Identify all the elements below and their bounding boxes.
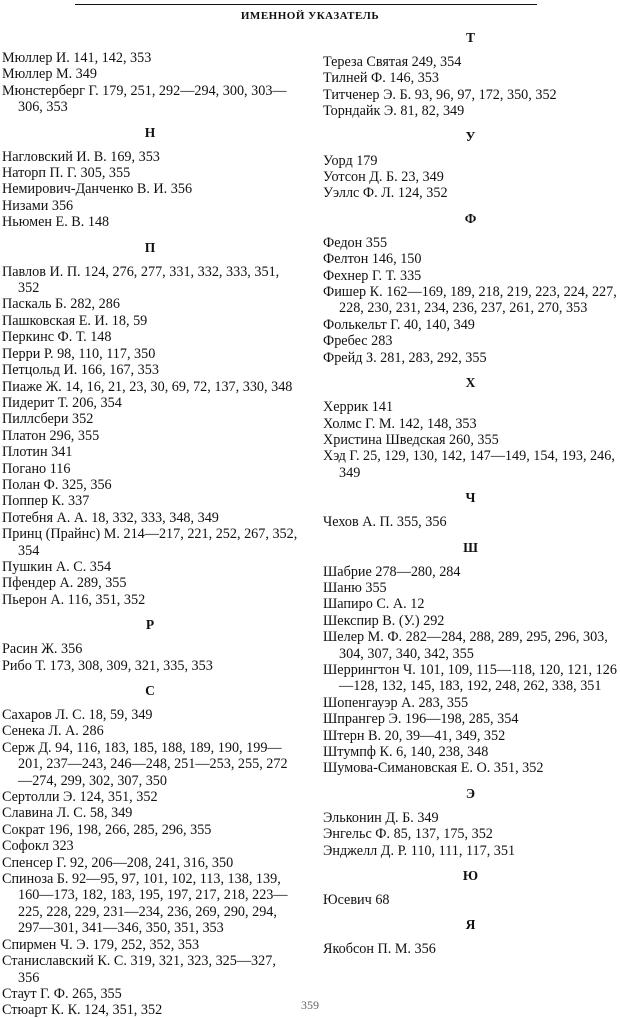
index-entry: Эльконин Д. Б. 349 [323,809,439,826]
page-number: 359 [301,998,319,1012]
index-entry: Наторп П. Г. 305, 355 [2,165,131,182]
index-section [323,490,618,530]
index-entry: Спенсер Г. 92, 206—208, 241, 316, 350 [2,854,234,871]
index-entry: Чехов А. П. 355, 356 [323,514,447,531]
index-entry: Шаню 355 [323,579,387,596]
index-entry: Серж Д. 94, 116, 183, 185, 188, 189, 190, 199—201, 237—243, 246—248, 251—253, 255, 272—274, 299, 302, 307, 350 [2,739,288,789]
index-entry: Славина Л. С. 58, 349 [2,805,133,822]
section-letter: Ю [462,868,479,884]
index-entry: Пушкин А. С. 354 [2,558,112,575]
section-letter: У [465,128,476,144]
index-section [323,786,618,859]
index-entry: Юсевич 68 [323,892,390,909]
index-entry: Платон 296, 355 [2,427,100,444]
running-head: ИМЕННОЙ УКАЗАТЕЛЬ [240,10,380,22]
index-section [323,917,618,957]
index-entry: Шопенгауэр А. 283, 355 [323,694,469,711]
index-entry: Полан Ф. 325, 356 [2,476,112,493]
index-entry: Нагловский И. В. 169, 353 [2,148,160,165]
index-entry: Холмс Г. М. 142, 148, 353 [323,415,477,432]
index-entry: Шекспир В. (У.) 292 [323,612,445,629]
index-entry: Херрик 141 [323,399,394,416]
index-entry: Мюнстерберг Г. 179, 251, 292—294, 300, 303—306, 353 [2,82,287,116]
index-entry: Софокл 323 [2,838,74,855]
index-entry: Тереза Святая 249, 354 [323,54,462,70]
section-letter: С [145,683,155,698]
index-entry: Расин Ж. 356 [2,641,83,658]
index-entry: Шумова-Симановская Е. О. 351, 352 [323,760,544,777]
index-entry: Сертолли Э. 124, 351, 352 [2,789,158,806]
index-section [323,540,618,777]
index-entry: Штумпф К. 6, 140, 238, 348 [323,744,489,760]
index-section [323,30,618,120]
index-entry: Сократ 196, 198, 266, 285, 296, 355 [2,821,212,838]
index-entry: Пиаже Ж. 14, 16, 21, 23, 30, 69, 72, 137, 330, 348 [2,378,293,395]
index-entry: Паскаль Б. 282, 286 [2,296,120,313]
index-entry: Принц (Прайнс) М. 214—217, 221, 252, 267, 352, 354 [2,526,298,559]
index-entry: Шабрие 278—280, 284 [323,563,461,580]
index-entry: Торндайк Э. 81, 82, 349 [323,103,465,120]
index-entry: Петцольд И. 166, 167, 353 [2,362,159,379]
section-letter: П [144,239,156,255]
index-entry: Низами 356 [2,197,74,214]
index-column-right [323,30,618,958]
index-entry: Плотин 341 [2,444,73,461]
index-entry: Пидерит Т. 206, 354 [2,394,122,411]
index-entry: Хэд Г. 25, 129, 130, 142, 147—149, 154, 193, 246, 349 [323,448,615,481]
index-entry: Уотсон Д. Б. 23, 349 [323,169,444,186]
index-entry: Рибо Т. 173, 308, 309, 321, 335, 353 [2,657,213,674]
index-section [2,240,298,609]
index-entry: Станиславский К. С. 319, 321, 323, 325—327, 356 [2,953,276,986]
section-letter: Х [465,375,476,391]
index-entry: Пашковская Е. И. 18, 59 [2,312,148,329]
index-section [2,617,298,674]
index-entry: Фребес 283 [323,333,393,350]
index-entry: Пиллсбери 352 [2,411,94,428]
index-entry: Погано 116 [2,460,71,477]
section-letter: Ф [464,210,477,226]
index-entry: Федон 355 [323,234,388,251]
index-entry: Энджелл Д. Р. 110, 111, 117, 351 [323,842,516,859]
index-entry: Спиноза Б. 92—95, 97, 101, 102, 113, 138, 139, 160—173, 182, 183, 195, 197, 217, 218, 223—225, 228, 229, 231—234, 236, 269, 290, 294, 297—301, 341—346, 350, 351, 353 [2,871,288,937]
index-entry: Штерн В. 20, 39—41, 349, 352 [323,727,506,744]
index-entry: Ньюмен Е. В. 148 [2,214,110,231]
index-entry: Фехнер Г. Т. 335 [323,267,422,284]
index-entry: Стюарт К. К. 124, 351, 352 [2,1002,163,1019]
index-entry: Уэллс Ф. Л. 124, 352 [323,185,448,202]
index-entry: Пьерон А. 116, 351, 352 [2,591,146,608]
index-entry: Спирмен Ч. Э. 179, 252, 352, 353 [2,936,200,953]
index-entry: Фрейд З. 281, 283, 292, 355 [323,349,487,366]
section-letter: Э [465,785,476,801]
index-entry: Шапиро С. А. 12 [323,596,425,613]
index-entry: Сахаров Л. С. 18, 59, 349 [2,707,153,723]
index-entry: Мюллер И. 141, 142, 353 [2,50,152,66]
index-entry: Потебня А. А. 18, 332, 333, 348, 349 [2,509,219,526]
index-section [323,211,618,366]
section-letter: Р [145,617,155,633]
index-entry: Фелтон 146, 150 [323,251,422,268]
index-section [323,868,618,908]
index-section [2,125,298,231]
index-entry: Фишер К. 162—169, 189, 218, 219, 223, 224, 227, 228, 230, 231, 234, 236, 237, 261, 270, 353 [323,284,617,317]
index-entry: Поппер К. 337 [2,493,90,510]
index-section [323,375,618,481]
section-letter: Т [465,30,475,45]
index-column-left [2,30,298,1019]
index-entry: Сенека Л. А. 286 [2,723,104,740]
section-letter: Ш [463,539,478,555]
index-entry: Уорд 179 [323,152,378,169]
index-section [2,50,298,116]
section-letter: Н [144,124,156,140]
index-entry: Тилней Ф. 146, 353 [323,70,439,87]
index-entry: Титченер Э. Б. 93, 96, 97, 172, 350, 352 [323,86,557,103]
index-entry: Пфендер А. 289, 355 [2,575,127,592]
index-entry: Шпрангер Э. 196—198, 285, 354 [323,711,519,728]
section-letter: Я [465,917,476,933]
index-entry: Мюллер М. 349 [2,66,97,83]
index-entry: Шелер М. Ф. 282—284, 288, 289, 295, 296, 303, 304, 307, 340, 342, 355 [323,629,608,662]
index-entry: Павлов И. П. 124, 276, 277, 331, 332, 333, 351, 352 [2,263,280,297]
index-entry: Немирович-Данченко В. И. 356 [2,181,193,198]
index-entry: Стаут Г. Ф. 265, 355 [2,985,122,1002]
index-entry: Фолькельт Г. 40, 140, 349 [323,316,475,333]
index-entry: Шеррингтон Ч. 101, 109, 115—118, 120, 121, 126—128, 132, 145, 183, 192, 248, 262, 338, 351 [323,661,617,695]
index-entry: Перкинс Ф. Т. 148 [2,329,112,346]
index-section [2,683,298,1019]
index-entry: Якобсон П. М. 356 [323,941,436,958]
header-rule [75,4,537,5]
index-entry: Христина Шведская 260, 355 [323,431,499,448]
index-entry: Энгельс Ф. 85, 137, 175, 352 [323,826,493,843]
index-section [323,129,618,202]
section-letter: Ч [465,490,476,506]
index-entry: Перри Р. 98, 110, 117, 350 [2,345,156,362]
